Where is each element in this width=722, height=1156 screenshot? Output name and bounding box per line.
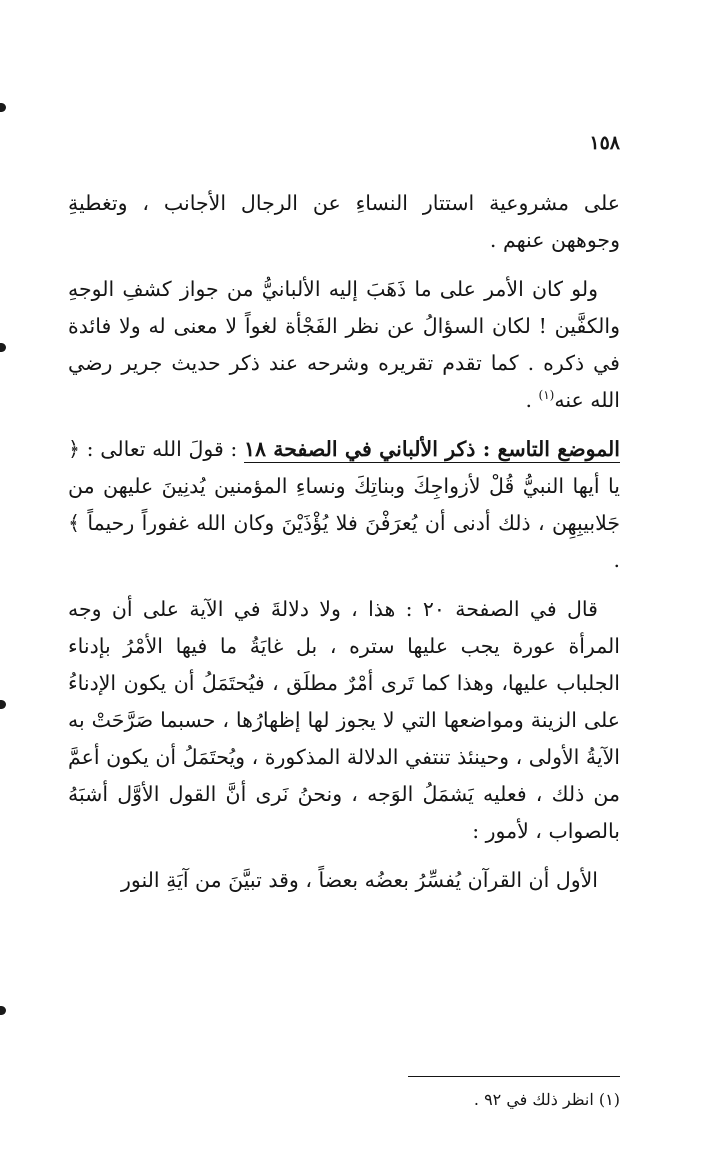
section-heading: الموضع التاسع : ذكر الألباني في الصفحة ١٨ [243, 437, 620, 461]
scan-edge-mark [0, 343, 6, 352]
body-text [68, 185, 620, 899]
page-number: ١٥٨ [589, 132, 620, 154]
paragraph-quote: قال في الصفحة ٢٠ : هذا ، ولا دلالةَ في الآية على أن وجه المرأة عورة يجب عليها ستره ، بل غايَةُ ما فيها الأمْرُ بإدناء الجلباب عليها، وهذا كما تَرى أمْرٌ مطلَق ، فيُحتَمَلُ أن يكون الإدناءُ على الزينة ومواضعها التي لا يجوز لها إظهارُها ، حسبما صَرَّحَتْ به الآيةُ الأولى ، وحينئذ تنتفي الدلالة المذكورة ، ويُحتَمَلُ أن يكون أعمَّ من ذلك ، فعليه يَشمَلُ الوَجه ، ونحنُ نَرى أنَّ القول الأوَّل أشبَهُ بالصواب ، لأمور : [68, 597, 620, 843]
paragraph-albani-opinion [68, 271, 620, 419]
scan-edge-mark [0, 700, 6, 709]
footnote: (١) انظر ذلك في ٩٢ . [473, 1090, 620, 1109]
footnote-divider [408, 1076, 620, 1077]
footnote-reference: (١) [538, 388, 555, 403]
paragraph-text: ولو كان الأمر على ما ذَهَبَ إليه الألبانيُّ من جواز كشفِ الوجهِ والكفَّين ! لكان السؤالُ عن نظر الفَجْأة لغواً لا معنى له ولا فائدة في ذكره . كما تقدم تقريره وشرحه عند ذكر حديث جرير رضي الله عنه [68, 277, 620, 412]
paragraph-ninth-position [68, 431, 620, 579]
scan-edge-mark [0, 1006, 6, 1015]
quran-verse-text: : قولَ الله تعالى : ﴿ يا أيها النبيُّ قُلْ لأزواجِكَ وبناتِكَ ونساءِ المؤمنين يُدنِينَ عليهن من جَلابيبِهِن ، ذلك أدنى أن يُعرَفْنَ فلا يُؤْذَيْنَ وكان الله غفوراً رحيماً ﴾ . [68, 437, 620, 572]
paragraph-continuation: على مشروعية استتار النساءِ عن الرجال الأجانب ، وتغطيةِ وجوههن عنهم . [68, 191, 620, 252]
paragraph-first-reason: الأول أن القرآن يُفسِّرُ بعضُه بعضاً ، وقد تبيَّنَ من آيَةِ النور [121, 868, 598, 892]
scan-edge-mark [0, 103, 6, 112]
paragraph-end: . [525, 388, 539, 412]
